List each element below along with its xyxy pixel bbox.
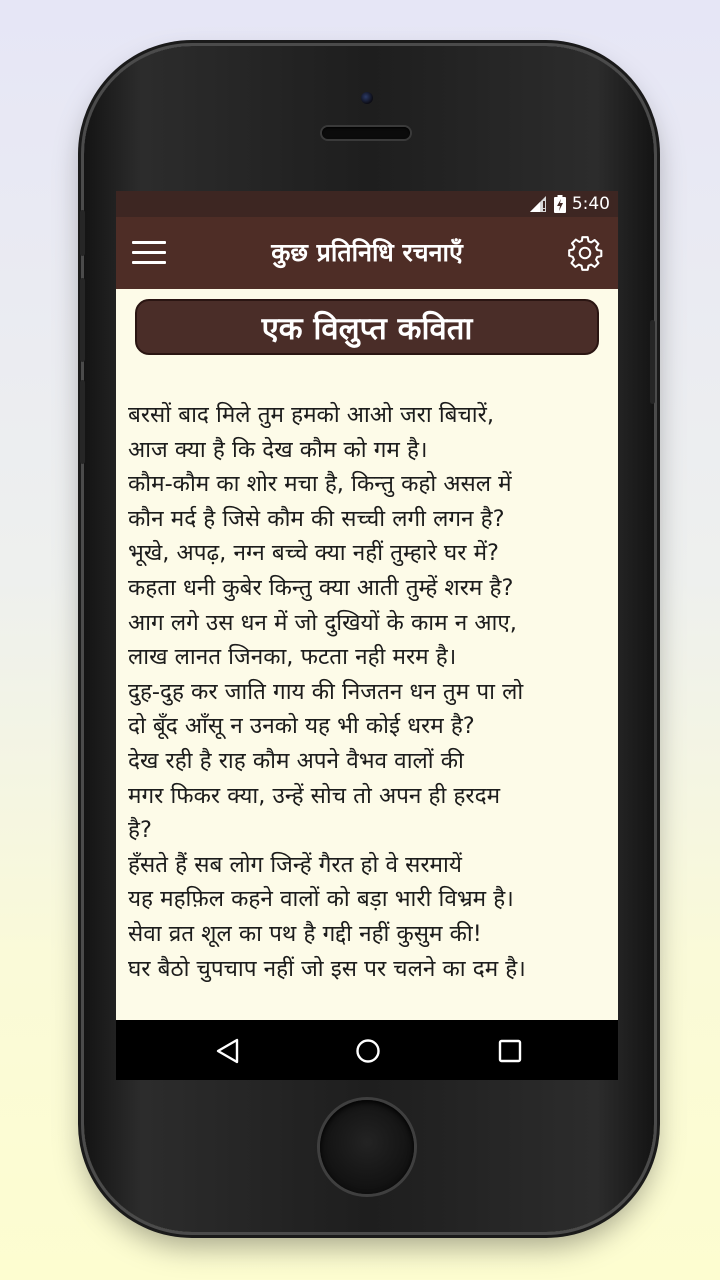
poem-line: कौम-कौम का शोर मचा है, किन्तु कहो असल में: [128, 471, 512, 498]
poem-line: लाख लानत जिनका, फटता नही मरम है।: [128, 644, 457, 671]
poem-title-banner: एक विलुप्त कविता: [135, 299, 599, 355]
phone-home-button[interactable]: [320, 1100, 414, 1194]
poem-line: घर बैठो चुपचाप नहीं जो इस पर चलने का दम है।: [128, 955, 526, 982]
poem-line: कहता धनी कुबेर किन्तु क्या आती तुम्हें शरम है?: [128, 574, 514, 601]
signal-icon: [530, 196, 548, 212]
back-triangle-icon[interactable]: [213, 1036, 243, 1066]
status-time: 5:40: [571, 194, 610, 214]
app-toolbar: [116, 217, 618, 289]
battery-charging-icon: [554, 195, 566, 213]
poem-line: दुह-दुह कर जाति गाय की निजतन धन तुम पा लो: [128, 678, 524, 705]
poem-line: है?: [128, 817, 152, 844]
poem-line: यह महफ़िल कहने वालों को बड़ा भारी विभ्रम है।: [128, 886, 514, 913]
poem-spacer: [128, 986, 614, 1021]
poem-line: बरसों बाद मिले तुम हमको आओ जरा बिचारें,: [128, 402, 494, 428]
poem-line: देख रही है राह कौम अपने वैभव वालों की: [128, 747, 464, 774]
phone-power-button: [650, 320, 655, 404]
poem-text: [128, 398, 614, 1055]
poem-line: आग लगे उस धन में जो दुखियों के काम न आए,: [128, 609, 517, 636]
home-circle-icon[interactable]: [353, 1036, 383, 1066]
poem-line: सेवा व्रत शूल का पथ है गद्दी नहीं कुसुम की!: [128, 920, 482, 947]
phone-mute-switch: [80, 380, 85, 464]
hamburger-menu-icon[interactable]: [132, 241, 166, 265]
content-area[interactable]: [116, 289, 618, 1020]
gear-icon[interactable]: [566, 234, 604, 272]
phone-volume-up-button: [80, 210, 85, 256]
poem-line: भूखे, अपढ़, नग्न बच्चे क्या नहीं तुम्हारे घर में?: [128, 540, 499, 567]
system-navigation-bar: [116, 1020, 618, 1080]
front-camera: [361, 92, 373, 104]
status-bar: [116, 191, 618, 217]
poem-line: दो बूँद आँसू न उनको यह भी कोई धरम है?: [128, 713, 475, 740]
recents-square-icon[interactable]: [495, 1036, 525, 1066]
poem-line: आज क्या है कि देख कौम को गम है।: [128, 436, 428, 463]
phone-volume-down-button: [80, 278, 85, 362]
poem-line: मगर फिकर क्या, उन्हें सोच तो अपन ही हरदम: [128, 782, 501, 809]
poem-line: कौन मर्द है जिसे कौम की सच्ची लगी लगन है?: [128, 505, 505, 532]
app-title: कुछ प्रतिनिधि रचनाएँ: [271, 238, 463, 267]
phone-screen: [116, 191, 618, 1080]
earpiece-speaker: [322, 127, 410, 139]
poem-line: हँसते हैं सब लोग जिन्हें गैरत हो वे सरमायें: [128, 851, 462, 878]
